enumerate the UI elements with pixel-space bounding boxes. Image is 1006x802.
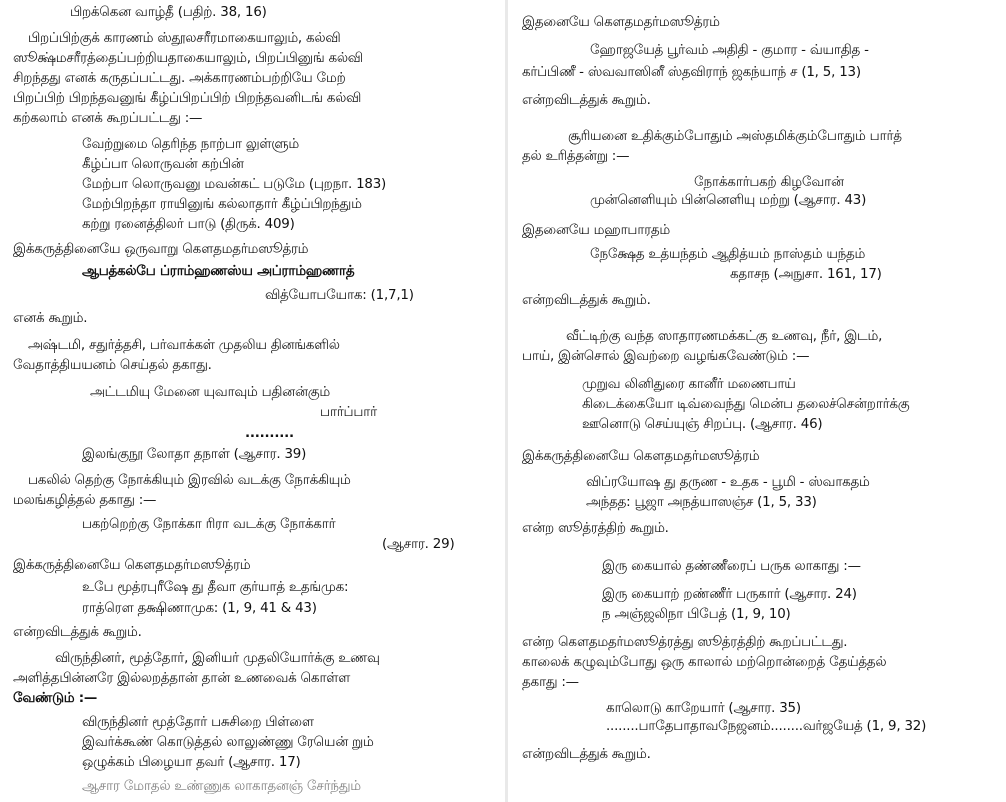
verse-line: பகற்றெற்கு நோக்கா ரிரா வடக்கு நோக்கார் [82, 517, 336, 532]
sanskrit-line: அந்தத: பூஜா அநத்யாஸஞ்ச (1, 5, 33) [586, 495, 817, 510]
text-line: இதனையே மஹாபாரதம் [522, 223, 671, 238]
text-line: என்றவிடத்துக் கூறும். [522, 747, 651, 762]
text-line: அஷ்டமி, சதுர்த்தசி, பர்வாக்கள் முதலிய தினங்களில் [28, 338, 340, 353]
text-line: இரு கையால் தண்ணீரைப் பருக லாகாது :— [602, 559, 861, 574]
sanskrit-line: வித்யோபயோக: (1,7,1) [265, 288, 414, 303]
text-line: என்ற ஸூத்ரத்திற் கூறும். [522, 521, 669, 536]
text-line: பகலில் தெற்கு நோக்கியும் இரவில் வடக்கு நோக்கியும் [28, 473, 351, 488]
cut-off-line: ஆசார மோதல் உண்ணுக லாகாதனஞ் சேர்ந்தும் [82, 779, 361, 794]
verse-citation: (ஆசார. 29) [382, 537, 455, 552]
verse-line: மேற்பா லொருவனு மவன்கட் படுமே (புறநா. 183) [82, 177, 387, 192]
text-line: காலைக் கழுவும்போது ஒரு காலால் மற்றொன்றைத் தேய்த்தல் [522, 655, 887, 670]
text-line: இதனையே கௌதமதர்மஸூத்ரம் [522, 15, 720, 30]
verse-line: இரு கையாற் றண்ணீர் பருகார் (ஆசார. 24) [602, 587, 857, 602]
text-line: சிறந்தது எனக் கருதப்பட்டது. அக்காரணம்பற்றியே மேற் [13, 71, 346, 86]
sanskrit-line: கதாசந (அநுசா. 161, 17) [730, 267, 882, 282]
verse-line: நோக்கார்பகற் கிழவோன் [694, 175, 844, 190]
verse-line: ஒழுக்கம் பிழையா தவர் (ஆசார. 17) [82, 755, 301, 770]
verse-line: முறுவ லினிதுரை கானீர் மணைபாய் [582, 377, 796, 392]
text-line: இக்கருத்தினையே கௌதமதர்மஸூத்ரம் [522, 449, 760, 464]
verse-line: அட்டமியு மேனை யுவாவும் பதினன்கும் [90, 385, 330, 400]
verse-line: கிடைக்கையோ டிவ்வைந்து மென்ப தலைச்சென்றார்க்கு [582, 397, 910, 412]
sanskrit-line: ராத்ரௌ தக்ஷிணாமுக: (1, 9, 41 & 43) [82, 601, 317, 616]
text-line: வேண்டும் :— [13, 691, 98, 706]
text-line: பிறக்கென வாழ்தீ (பதிற். 38, 16) [70, 5, 267, 20]
sanskrit-line: கர்ப்பிணீ - ஸ்வவாஸினீ ஸ்தவிராந் ஜகந்யாந் ச (1, 5, 13) [522, 65, 861, 80]
text-line: பிறப்பிற் பிறந்தவனுங் கீழ்ப்பிறப்பிற் பிறந்தவனிடங் கல்வி [13, 91, 362, 106]
verse-line: பார்ப்பார் [320, 405, 377, 420]
sanskrit-line: ........பாதேபாதாவநேஜனம்........வர்ஜயேத் (1, 9, 32) [606, 719, 927, 734]
verse-line: இலங்குநூ லோதா தநாள் (ஆசார. 39) [82, 447, 307, 462]
text-line: என்றவிடத்துக் கூறும். [522, 93, 651, 108]
right-page [508, 0, 1006, 802]
verse-line: கீழ்ப்பா லொருவன் கற்பின் [82, 157, 244, 172]
text-line: வீட்டிற்கு வந்த ஸாதாரணமக்கட்கு உணவு, நீர், இடம், [566, 329, 883, 344]
text-line: வேதாத்தியயனம் செய்தல் தகாது. [13, 358, 212, 373]
text-line: தல் உரித்தன்று :— [522, 149, 630, 164]
verse-line: முன்னெளியும் பின்னெளியு மற்று (ஆசார. 43) [590, 193, 867, 208]
sanskrit-line: உபே மூத்ரபுரீஷே து தீவா குர்யாத் உதங்முக: [82, 580, 349, 595]
sanskrit-line: விப்ரயோஷ து தருண - உதக - பூமி - ஸ்வாகதம் [586, 475, 870, 490]
text-line: எனக் கூறும். [13, 311, 88, 326]
verse-line: விருந்தினர் மூத்தோர் பசுசிறை பிள்ளை [82, 715, 314, 730]
text-line: என்றவிடத்துக் கூறும். [13, 625, 142, 640]
verse-line: காலொடு காறேயார் (ஆசார. 35) [606, 701, 801, 716]
sanskrit-line: ஹோஜயேத் பூர்வம் அதிதி - குமார - வ்யாதித - [590, 43, 869, 58]
sanskrit-line: ந அஞ்ஜலிநா பிபேத் (1, 9, 10) [602, 607, 791, 622]
verse-line: ஊனொடு செய்யுஞ் சிறப்பு. (ஆசார. 46) [582, 417, 823, 432]
text-line: கற்கலாம் எனக் கூறப்பட்டது :— [13, 111, 203, 126]
text-line: சூரியனை உதிக்கும்போதும் அஸ்தமிக்கும்போதும் பார்த் [568, 129, 902, 144]
text-line: மலங்கழித்தல் தகாது :— [13, 493, 157, 508]
verse-line: கற்று ரனைத்திலர் பாடு (திருக். 409) [82, 217, 295, 232]
text-line: பிறப்பிற்குக் காரணம் ஸ்தூலசரீரமாகையாலும், கல்வி [28, 31, 341, 46]
text-line: பாய், இன்சொல் இவற்றை வழங்கவேண்டும் :— [522, 349, 810, 364]
verse-line: வேற்றுமை தெரிந்த நாற்பா லுள்ளும் [82, 137, 299, 152]
text-line: அளித்தபின்னரே இல்லறத்தான் தான் உணவைக் கொள்ள [13, 671, 351, 686]
verse-line: இவர்க்கூண் கொடுத்தல் லாலுண்ணு ரேயென் றும் [82, 735, 374, 750]
text-line: என்ற கௌதமதர்மஸூத்ரத்து ஸூத்ரத்திற் கூறப்பட்டது. [522, 635, 848, 650]
text-line: என்றவிடத்துக் கூறும். [522, 293, 651, 308]
sanskrit-line: ஆபத்கல்பே ப்ராம்ஹணஸ்ய அப்ராம்ஹணாத் [82, 264, 355, 279]
text-line: தகாது :— [522, 675, 579, 690]
sanskrit-line: நேக்ஷேத உத்யந்தம் ஆதித்யம் நாஸ்தம் யந்தம் [590, 247, 866, 262]
ellipsis-line: .......... [245, 426, 294, 441]
verse-line: மேற்பிறந்தா ராயினுங் கல்லாதார் கீழ்ப்பிறந்தும் [82, 197, 362, 212]
text-line: விருந்தினர், மூத்தோர், இனியர் முதலியோர்க்கு உணவு [55, 651, 380, 666]
text-line: இக்கருத்தினையே கௌதமதர்மஸூத்ரம் [13, 558, 251, 573]
text-line: இக்கருத்தினையே ஒருவாறு கௌதமதர்மஸூத்ரம் [13, 242, 309, 257]
text-line: ஸூக்ஷ்மசரீரத்தைப்பற்றியதாகையாலும், பிறப்பினுங் கல்வி [13, 51, 363, 66]
